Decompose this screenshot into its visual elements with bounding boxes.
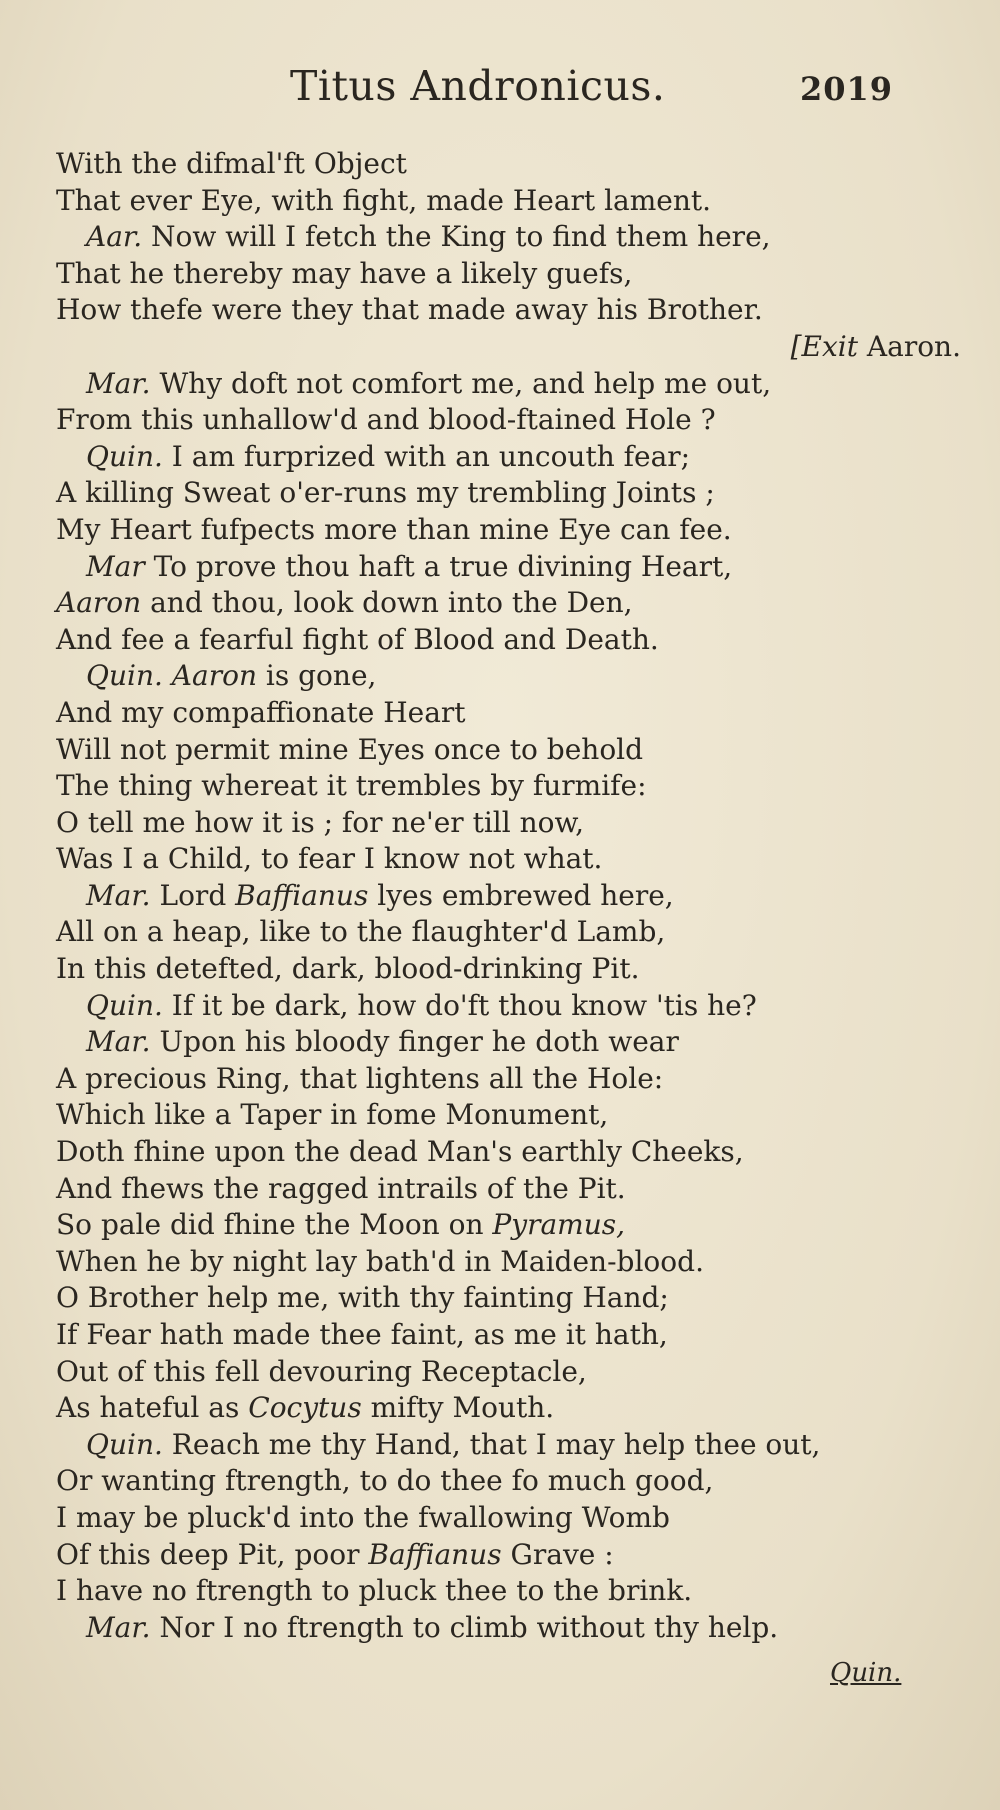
italic-segment: [Exit	[790, 329, 858, 363]
italic-segment: Baffianus	[368, 1537, 502, 1571]
text-segment: When he by night lay bath'd in Maiden-blood.	[56, 1244, 704, 1278]
text-line	[56, 841, 961, 878]
text-line	[56, 1537, 961, 1574]
text-segment: And fhews the ragged intrails of the Pit.	[56, 1171, 626, 1205]
text-segment: Or wanting ftrength, to do thee fo much good,	[56, 1464, 714, 1498]
text-segment: Out of this fell devouring Receptacle,	[56, 1354, 587, 1388]
text-line	[56, 914, 961, 951]
text-line	[56, 1280, 961, 1317]
text-segment: I may be pluck'd into the fwallowing Womb	[56, 1500, 670, 1534]
text-segment: So pale did fhine the Moon on	[56, 1208, 493, 1242]
text-segment: Aaron.	[858, 329, 961, 363]
italic-segment: Quin.	[86, 988, 163, 1022]
text-segment: Was I a Child, to fear I know not what.	[56, 842, 603, 876]
text-line	[56, 402, 961, 439]
text-line	[56, 1134, 961, 1171]
italic-segment: Aar.	[86, 220, 143, 254]
text-segment: From this unhallow'd and blood-ftained Hole ?	[56, 403, 716, 437]
text-segment: All on a heap, like to the flaughter'd Lamb,	[56, 915, 666, 949]
text-line	[56, 695, 961, 732]
text-segment: If Fear hath made thee faint, as me it hath,	[56, 1318, 668, 1351]
text-line	[56, 512, 961, 549]
italic-segment: Aaron	[56, 586, 142, 620]
text-segment: and thou, look down into the Den,	[141, 586, 633, 620]
text-line	[56, 1354, 961, 1391]
text-segment: O tell me how it is ; for ne'er till now,	[56, 805, 585, 839]
text-segment: To prove thou haft a true divining Heart,	[144, 549, 733, 583]
text-segment: Upon his bloody finger he doth wear	[150, 1025, 679, 1059]
text-line	[56, 292, 961, 329]
text-line	[56, 1390, 961, 1427]
text-line	[56, 1207, 961, 1244]
italic-segment: Quin.	[86, 1427, 163, 1461]
italic-segment: Pyramus,	[492, 1208, 625, 1242]
catchword: Quin.	[830, 1658, 902, 1688]
italic-segment: Baffianus	[235, 878, 369, 912]
italic-segment: Quin.	[86, 659, 163, 693]
text-segment: I am furprized with an uncouth fear;	[162, 439, 691, 473]
text-segment: I have no ftrength to pluck thee to the brink.	[56, 1574, 693, 1608]
text-line	[56, 768, 961, 805]
page-number: 2019	[800, 70, 894, 108]
text-line	[56, 146, 961, 183]
text-line	[56, 1024, 961, 1061]
text-segment: My Heart fufpects more than mine Eye can fee.	[56, 512, 732, 546]
text-line	[56, 1244, 961, 1281]
text-segment: With the difmal'ft Object	[56, 147, 407, 180]
text-segment: Grave :	[501, 1537, 614, 1571]
running-title: Titus Andronicus.	[290, 62, 666, 110]
text-segment: The thing whereat it trembles by furmife:	[56, 769, 647, 803]
italic-segment: Cocytus	[248, 1391, 362, 1425]
text-segment: If it be dark, how do'ft thou know 'tis he?	[162, 988, 757, 1022]
text-segment: That ever Eye, with fight, made Heart lament.	[56, 183, 712, 217]
text-line	[56, 732, 961, 769]
text-segment	[163, 659, 172, 692]
italic-segment: Mar.	[86, 1025, 151, 1059]
italic-segment: Aaron	[171, 659, 257, 693]
play-text	[56, 146, 961, 1646]
text-segment: is gone,	[257, 659, 377, 693]
text-line	[56, 475, 961, 512]
text-segment: And fee a fearful fight of Blood and Death.	[56, 622, 659, 656]
text-segment: mifty Mouth.	[361, 1391, 555, 1425]
text-line	[56, 1061, 961, 1098]
text-line	[56, 329, 961, 366]
text-line	[56, 622, 961, 659]
text-line	[56, 1463, 961, 1500]
page-header	[0, 58, 1000, 118]
text-segment: Will not permit mine Eyes once to behold	[56, 732, 644, 766]
italic-segment: Quin.	[86, 439, 163, 473]
text-segment: In this detefted, dark, blood-drinking Pit.	[56, 952, 640, 986]
text-line	[56, 183, 961, 220]
italic-segment: Mar	[86, 549, 145, 583]
text-line	[56, 549, 961, 586]
text-line	[56, 658, 961, 695]
text-line	[56, 366, 961, 403]
text-segment: Why doft not comfort me, and help me out,	[150, 366, 772, 400]
text-line	[56, 951, 961, 988]
text-segment: Reach me thy Hand, that I may help thee out,	[162, 1427, 821, 1461]
italic-segment: Mar.	[86, 366, 151, 400]
text-segment: As hateful as	[56, 1391, 249, 1425]
text-segment: Doth fhine upon the dead Man's earthly Cheeks,	[56, 1135, 744, 1169]
text-segment: Lord	[150, 878, 236, 912]
text-segment: A killing Sweat o'er-runs my trembling Joints ;	[56, 476, 715, 510]
text-line	[56, 878, 961, 915]
text-line	[56, 1317, 961, 1354]
text-line	[56, 585, 961, 622]
text-line	[56, 256, 961, 293]
text-line	[56, 1573, 961, 1610]
text-line	[56, 1427, 961, 1464]
text-segment: Nor I no ftrength to climb without thy help.	[150, 1610, 779, 1644]
italic-segment: Mar.	[86, 1610, 151, 1644]
text-segment: How thefe were they that made away his Brother.	[56, 293, 763, 327]
text-segment: lyes embrewed here,	[368, 878, 674, 912]
text-line	[56, 1610, 961, 1647]
text-line	[56, 988, 961, 1025]
text-segment: Which like a Taper in fome Monument,	[56, 1098, 609, 1132]
text-line	[56, 1171, 961, 1208]
text-segment: O Brother help me, with thy fainting Hand;	[56, 1281, 669, 1315]
text-segment: Of this deep Pit, poor	[56, 1537, 369, 1571]
italic-segment: Mar.	[86, 878, 151, 912]
text-line	[56, 805, 961, 842]
text-segment: Now will I fetch the King to find them here,	[142, 220, 771, 254]
text-line	[56, 439, 961, 476]
text-line	[56, 1097, 961, 1134]
text-segment: That he thereby may have a likely guefs,	[56, 256, 633, 290]
text-line	[56, 1500, 961, 1537]
text-line	[56, 219, 961, 256]
text-segment: And my compaffionate Heart	[56, 695, 466, 729]
text-segment: A precious Ring, that lightens all the Hole:	[56, 1061, 664, 1095]
